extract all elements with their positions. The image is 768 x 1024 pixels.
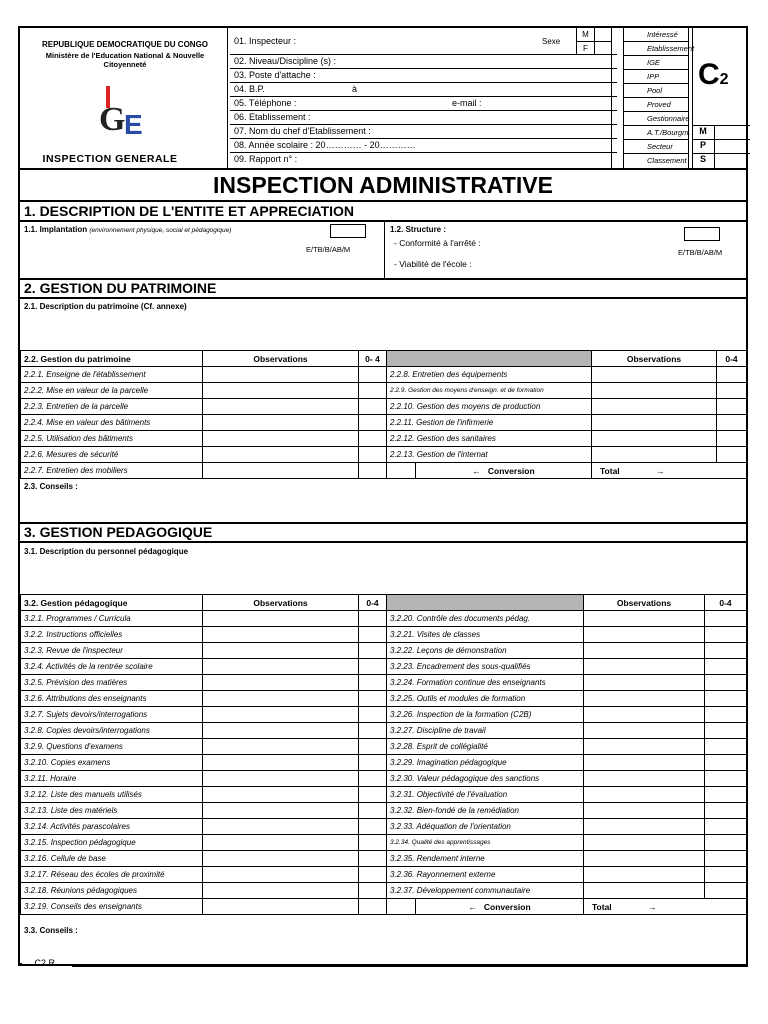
score-input[interactable]: [359, 771, 387, 787]
criterion-label: 2.2.4. Mise en valeur des bâtiments: [21, 415, 203, 431]
observation-input[interactable]: [203, 675, 359, 691]
table-row: [21, 415, 747, 431]
sexe-m[interactable]: M: [577, 28, 594, 42]
observation-input[interactable]: [203, 787, 359, 803]
table-row: [21, 835, 747, 851]
observation-input[interactable]: [584, 819, 705, 835]
conversion-label: ← Conversion: [416, 463, 592, 479]
observation-input[interactable]: [203, 803, 359, 819]
sexe-f[interactable]: F: [583, 44, 588, 53]
recipient-7[interactable]: Gestionnaire: [624, 112, 688, 126]
observation-input[interactable]: [203, 771, 359, 787]
criterion-label: 3.2.36. Rayonnement externe: [387, 867, 584, 883]
table-header-row: [21, 351, 747, 367]
structure-scale: E/TB/B/AB/M: [678, 248, 723, 257]
criterion-label: 2.2.5. Utilisation des bâtiments: [21, 431, 203, 447]
score-input[interactable]: [359, 659, 387, 675]
score-input[interactable]: [359, 415, 387, 431]
score-input[interactable]: [705, 755, 747, 771]
score-input[interactable]: [705, 819, 747, 835]
arrow-right: →: [656, 465, 665, 476]
table-row: [21, 707, 747, 723]
criterion-label: 3.2.24. Formation continue des enseignants: [387, 675, 584, 691]
observation-input[interactable]: [592, 431, 717, 447]
recipient-8[interactable]: A.T./Bourgm.: [624, 126, 688, 140]
section2-title: 2. GESTION DU PATRIMOINE: [24, 280, 217, 296]
criterion-label: 3.2.30. Valeur pédagogique des sanctions: [387, 771, 584, 787]
observation-input[interactable]: [203, 659, 359, 675]
score-input[interactable]: [705, 707, 747, 723]
table-header-row: [21, 595, 747, 611]
score-input[interactable]: [359, 611, 387, 627]
criterion-label: 3.2.19. Conseils des enseignants: [21, 899, 203, 915]
conversion-blank: [387, 899, 416, 915]
observation-input[interactable]: [592, 367, 717, 383]
score-input[interactable]: [359, 851, 387, 867]
score-input[interactable]: [705, 611, 747, 627]
score-input[interactable]: [705, 883, 747, 899]
recipient-5[interactable]: Pool: [624, 84, 688, 98]
score-header: 0-4: [717, 351, 747, 367]
field-annee[interactable]: 08. Année scolaire : 20………… - 20…………: [230, 139, 617, 153]
criterion-label: 2.2.10. Gestion des moyens de production: [387, 399, 592, 415]
table-row: [21, 883, 747, 899]
table-row: [21, 755, 747, 771]
header-shaded: [387, 595, 584, 611]
observation-input[interactable]: [584, 659, 705, 675]
score-header: 0-4: [705, 595, 747, 611]
field-bp[interactable]: 04. B.P. à: [230, 83, 617, 97]
pedagogique-conseils[interactable]: 3.3. Conseils :: [24, 926, 78, 935]
observation-input[interactable]: [592, 383, 717, 399]
score-input[interactable]: [705, 851, 747, 867]
observation-input[interactable]: [203, 819, 359, 835]
score-input[interactable]: [359, 835, 387, 851]
viabilite-label: - Viabilité de l'école :: [394, 259, 472, 269]
score-input[interactable]: [359, 399, 387, 415]
criterion-label: 3.2.10. Copies examens: [21, 755, 203, 771]
observation-input[interactable]: [203, 755, 359, 771]
table-row: [21, 367, 747, 383]
score-input[interactable]: [705, 659, 747, 675]
criterion-label: 2.2.9. Gestion des moyens d'enseign. et de formation: [387, 383, 592, 399]
criterion-label: 3.2.5. Prévision des matières: [21, 675, 203, 691]
table-row: [21, 383, 747, 399]
recipient-3[interactable]: IGE: [624, 56, 688, 70]
svg-text:G: G: [99, 101, 126, 138]
observation-input[interactable]: [584, 787, 705, 803]
observation-input[interactable]: [203, 463, 359, 479]
observation-input[interactable]: [203, 707, 359, 723]
observation-input[interactable]: [584, 675, 705, 691]
conversion-blank: [387, 463, 416, 479]
recipient-6[interactable]: Proved: [624, 98, 688, 112]
criterion-label: 2.2.6. Mesures de sécurité: [21, 447, 203, 463]
observation-input[interactable]: [203, 867, 359, 883]
patrimoine-conseils[interactable]: 2.3. Conseils :: [24, 482, 78, 491]
score-input[interactable]: [359, 755, 387, 771]
observations-header: Observations: [592, 351, 717, 367]
score-input[interactable]: [705, 771, 747, 787]
criterion-label: 3.2.17. Réseau des écoles de proximité: [21, 867, 203, 883]
score-input[interactable]: [359, 463, 387, 479]
score-input[interactable]: [705, 835, 747, 851]
table-row: [21, 463, 747, 479]
pedagogique-table: [20, 594, 747, 915]
criterion-label: 2.2.13. Gestion de l'internat: [387, 447, 592, 463]
score-input[interactable]: [717, 431, 747, 447]
field-rapport[interactable]: 09. Rapport n° :: [234, 154, 298, 164]
form-code: C2: [698, 58, 729, 91]
criterion-label: 3.2.23. Encadrement des sous-qualifiés: [387, 659, 584, 675]
criterion-label: 2.2.3. Entretien de la parcelle: [21, 399, 203, 415]
table-row: [21, 643, 747, 659]
arrow-left: ←: [468, 901, 477, 912]
observations-header: Observations: [203, 595, 359, 611]
personnel-desc: 3.1. Description du personnel pédagogique: [24, 547, 189, 556]
table-row: [21, 899, 747, 915]
conversion-label: ← Conversion: [416, 899, 584, 915]
observation-input[interactable]: [584, 643, 705, 659]
observation-input[interactable]: [203, 691, 359, 707]
recipient-10[interactable]: Classement: [647, 156, 687, 165]
sexe-label: Sexe: [542, 37, 561, 46]
observation-input[interactable]: [584, 835, 705, 851]
observation-input[interactable]: [203, 415, 359, 431]
implantation-rating-box[interactable]: [330, 224, 366, 238]
table-row: [21, 851, 747, 867]
recipient-1[interactable]: Intéressé: [624, 28, 688, 42]
criterion-label: 2.2.12. Gestion des sanitaires: [387, 431, 592, 447]
observation-input[interactable]: [584, 803, 705, 819]
score-header: 0-4: [359, 595, 387, 611]
observation-input[interactable]: [203, 899, 359, 915]
observation-input[interactable]: [584, 611, 705, 627]
score-input[interactable]: [705, 675, 747, 691]
criterion-label: 3.2.31. Objectivité de l'évaluation: [387, 787, 584, 803]
main-title: INSPECTION ADMINISTRATIVE: [213, 172, 553, 198]
observation-input[interactable]: [584, 627, 705, 643]
observation-input[interactable]: [203, 835, 359, 851]
criterion-label: 3.2.33. Adéquation de l'orientation: [387, 819, 584, 835]
criterion-label: 3.2.13. Liste des matériels: [21, 803, 203, 819]
score-input[interactable]: [359, 883, 387, 899]
footer-code: C2 R: [18, 958, 55, 968]
conformite-label: - Conformité à l'arrêté :: [394, 238, 481, 248]
ministry-label: Ministère de l'Education National & Nouvelle Citoyenneté: [45, 51, 205, 69]
criterion-label: 3.2.35. Rendement interne: [387, 851, 584, 867]
score-input[interactable]: [717, 367, 747, 383]
implantation-scale: E/TB/B/AB/M: [306, 245, 351, 254]
score-input[interactable]: [705, 627, 747, 643]
field-poste[interactable]: 03. Poste d'attache :: [230, 69, 617, 83]
criterion-label: 3.2.11. Horaire: [21, 771, 203, 787]
score-input[interactable]: [359, 723, 387, 739]
total-label: Total →: [584, 899, 747, 915]
criterion-label: 2.2.11. Gestion de l'infirmerie: [387, 415, 592, 431]
observation-input[interactable]: [592, 415, 717, 431]
field-telephone[interactable]: 05. Téléphone : e-mail :: [230, 97, 617, 111]
score-input[interactable]: [705, 803, 747, 819]
score-input[interactable]: [359, 707, 387, 723]
observation-input[interactable]: [203, 627, 359, 643]
recipient-4[interactable]: IPP: [624, 70, 688, 84]
criterion-label: 3.2.12. Liste des manuels utilisés: [21, 787, 203, 803]
criterion-label: 2.2.1. Enseigne de l'établissement: [21, 367, 203, 383]
table-row: [21, 659, 747, 675]
criterion-label: 3.2.1. Programmes / Curricula: [21, 611, 203, 627]
observation-input[interactable]: [203, 431, 359, 447]
observation-input[interactable]: [203, 447, 359, 463]
criterion-label: 3.2.27. Discipline de travail: [387, 723, 584, 739]
criterion-label: 3.2.34. Qualité des apprentissages: [387, 835, 584, 851]
observation-input[interactable]: [203, 851, 359, 867]
observation-input[interactable]: [203, 611, 359, 627]
header-shaded: [387, 351, 592, 367]
score-input[interactable]: [359, 691, 387, 707]
score-input[interactable]: [359, 447, 387, 463]
observation-input[interactable]: [203, 739, 359, 755]
score-header: 0- 4: [359, 351, 387, 367]
observation-input[interactable]: [584, 691, 705, 707]
field-niveau[interactable]: 02. Niveau/Discipline (s) :: [230, 55, 617, 69]
score-input[interactable]: [359, 899, 387, 915]
observation-input[interactable]: [584, 707, 705, 723]
table-row: [21, 399, 747, 415]
table-row: [21, 819, 747, 835]
patrimoine-desc: 2.1. Description du patrimoine (Cf. annexe): [24, 302, 187, 311]
table-head-label: 2.2. Gestion du patrimoine: [21, 351, 203, 367]
score-input[interactable]: [717, 399, 747, 415]
section3-title: 3. GESTION PEDAGOGIQUE: [24, 524, 213, 540]
score-input[interactable]: [705, 739, 747, 755]
score-input[interactable]: [359, 819, 387, 835]
table-row: [21, 447, 747, 463]
table-row: [21, 739, 747, 755]
arrow-right: →: [648, 901, 657, 912]
observation-input[interactable]: [203, 723, 359, 739]
score-input[interactable]: [359, 367, 387, 383]
mps-p: P: [699, 140, 706, 150]
criterion-label: 3.2.28. Esprit de collégialité: [387, 739, 584, 755]
criterion-label: 3.2.29. Imagination pédagogique: [387, 755, 584, 771]
criterion-label: 3.2.26. Inspection de la formation (C2B): [387, 707, 584, 723]
criterion-label: 3.2.25. Outils et modules de formation: [387, 691, 584, 707]
svg-text:E: E: [124, 109, 143, 140]
criterion-label: 3.2.3. Revue de l'inspecteur: [21, 643, 203, 659]
score-input[interactable]: [717, 447, 747, 463]
score-input[interactable]: [359, 787, 387, 803]
field-inspecteur[interactable]: 01. Inspecteur : Sexe: [230, 28, 617, 55]
table-row: [21, 803, 747, 819]
observation-input[interactable]: [203, 383, 359, 399]
criterion-label: 3.2.21. Visites de classes: [387, 627, 584, 643]
criterion-label: 3.2.4. Activités de la rentrée scolaire: [21, 659, 203, 675]
criterion-label: 2.2.2. Mise en valeur de la parcelle: [21, 383, 203, 399]
section1-title: 1. DESCRIPTION DE L'ENTITE ET APPRECIATION: [24, 203, 355, 219]
score-input[interactable]: [359, 627, 387, 643]
score-input[interactable]: [359, 675, 387, 691]
inspection-generale-label: INSPECTION GENERALE: [42, 153, 178, 165]
score-input[interactable]: [705, 643, 747, 659]
observation-input[interactable]: [203, 883, 359, 899]
criterion-label: 3.2.8. Copies devoirs/interrogations: [21, 723, 203, 739]
score-input[interactable]: [359, 383, 387, 399]
criterion-label: 3.2.20. Contrôle des documents pédag.: [387, 611, 584, 627]
republic-label: REPUBLIQUE DEMOCRATIQUE DU CONGO: [41, 40, 209, 49]
patrimoine-table: [20, 350, 747, 479]
recipient-9[interactable]: Secteur: [624, 140, 688, 154]
criterion-label: 3.2.22. Leçons de démonstration: [387, 643, 584, 659]
criterion-label: 3.2.2. Instructions officielles: [21, 627, 203, 643]
arrow-left: ←: [472, 465, 481, 476]
observation-input[interactable]: [203, 399, 359, 415]
observation-input[interactable]: [584, 739, 705, 755]
observations-header: Observations: [203, 351, 359, 367]
observation-input[interactable]: [203, 367, 359, 383]
field-chef[interactable]: 07. Nom du chef d'Etablissement :: [230, 125, 617, 139]
observation-input[interactable]: [592, 447, 717, 463]
form-frame: [18, 26, 748, 966]
score-input[interactable]: [717, 383, 747, 399]
score-input[interactable]: [359, 643, 387, 659]
observation-input[interactable]: [584, 867, 705, 883]
observation-input[interactable]: [584, 851, 705, 867]
structure-label: 1.2. Structure :: [390, 225, 447, 234]
score-input[interactable]: [717, 415, 747, 431]
structure-rating-box[interactable]: [684, 227, 720, 241]
score-input[interactable]: [359, 867, 387, 883]
table-row: [21, 723, 747, 739]
implantation-label: 1.1. Implantation (environnement physique, social et pédagogique): [24, 225, 232, 234]
criterion-label: 3.2.7. Sujets devoirs/interrogations: [21, 707, 203, 723]
table-row: [21, 627, 747, 643]
mps-s: S: [699, 154, 706, 164]
table-row: [21, 431, 747, 447]
ige-logo: [96, 84, 166, 144]
score-input[interactable]: [705, 723, 747, 739]
observation-input[interactable]: [203, 643, 359, 659]
score-input[interactable]: [359, 739, 387, 755]
observation-input[interactable]: [584, 755, 705, 771]
table-row: [21, 867, 747, 883]
observations-header: Observations: [584, 595, 705, 611]
observation-input[interactable]: [592, 399, 717, 415]
field-etablissement[interactable]: 06. Etablissement :: [230, 111, 617, 125]
mps-m: M: [699, 126, 707, 136]
criterion-label: 3.2.9. Questions d'examens: [21, 739, 203, 755]
recipient-2[interactable]: Etablissement: [624, 42, 688, 56]
criterion-label: 3.2.18. Réunions pédagogiques: [21, 883, 203, 899]
table-row: [21, 691, 747, 707]
score-input[interactable]: [705, 867, 747, 883]
score-input[interactable]: [359, 431, 387, 447]
criterion-label: 2.2.8. Entretien des équipements: [387, 367, 592, 383]
table-head-label: 3.2. Gestion pédagogique: [21, 595, 203, 611]
table-row: [21, 675, 747, 691]
score-input[interactable]: [705, 787, 747, 803]
criterion-label: 3.2.37. Développement communautaire: [387, 883, 584, 899]
criterion-label: 3.2.15. Inspection pédagogique: [21, 835, 203, 851]
observation-input[interactable]: [584, 723, 705, 739]
criterion-label: 2.2.7. Entretien des mobiliers: [21, 463, 203, 479]
criterion-label: 3.2.14. Activités parascolaires: [21, 819, 203, 835]
table-row: [21, 787, 747, 803]
total-label: Total →: [592, 463, 747, 479]
score-input[interactable]: [359, 803, 387, 819]
criterion-label: 3.2.16. Cellule de base: [21, 851, 203, 867]
criterion-label: 3.2.32. Bien-fondé de la remédiation: [387, 803, 584, 819]
header-identity: [20, 28, 230, 168]
observation-input[interactable]: [584, 883, 705, 899]
score-input[interactable]: [705, 691, 747, 707]
table-row: [21, 771, 747, 787]
observation-input[interactable]: [584, 771, 705, 787]
table-row: [21, 611, 747, 627]
criterion-label: 3.2.6. Attributions des enseignants: [21, 691, 203, 707]
